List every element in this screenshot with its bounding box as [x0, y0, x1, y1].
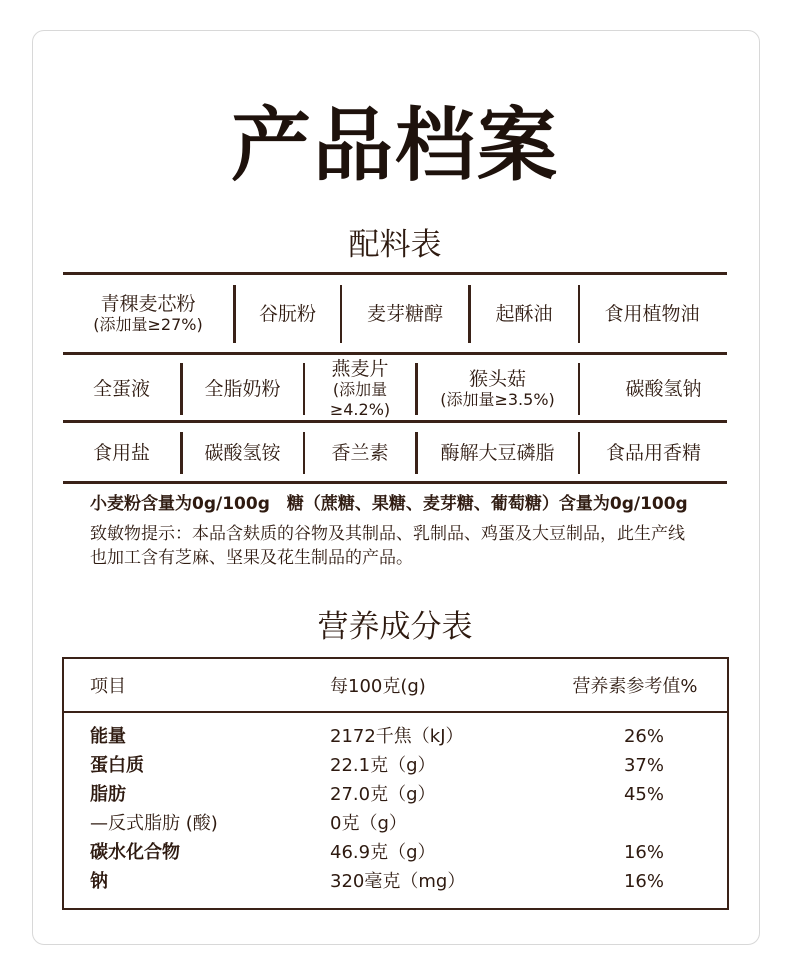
- ingredients-heading: 配料表: [348, 227, 442, 263]
- ingredient-cell: [63, 423, 180, 483]
- nutrient-name: 碳水化合物: [90, 842, 180, 863]
- ingredient-name: 香兰素: [331, 442, 389, 464]
- ingredient-name: 全脂奶粉: [204, 377, 281, 400]
- ingredient-row: [63, 275, 727, 353]
- nutrient-name: —反式脂肪 (酸): [90, 813, 218, 834]
- nutrient-name: 蛋白质: [90, 755, 144, 776]
- content-note: 小麦粉含量为0g/100g 糖（蔗糖、果糖、麦芽糖、葡萄糖）含量为0g/100g: [90, 494, 688, 514]
- nutrient-amount: 46.9克（g）: [330, 842, 436, 863]
- ingredient-cell: [183, 423, 303, 483]
- nutrient-nrv: 26%: [623, 726, 664, 747]
- ingredient-cell: [580, 423, 727, 483]
- table-row: [64, 867, 727, 896]
- nutrient-nrv: 37%: [623, 755, 664, 776]
- nutrient-name: 脂肪: [90, 784, 126, 805]
- nutrition-table: [62, 657, 729, 910]
- ingredient-cell: [342, 275, 468, 353]
- nutrient-nrv: 16%: [623, 842, 664, 863]
- ingredient-row: [63, 355, 727, 422]
- nutrient-amount: 22.1克（g）: [330, 755, 436, 776]
- ingredient-cell: [63, 355, 180, 422]
- ingredient-name: 食品用香精: [605, 442, 701, 464]
- ingredient-cell: [183, 355, 303, 422]
- ingredient-cell: [305, 355, 415, 422]
- page-title: 产品档案: [231, 99, 559, 192]
- nutrient-amount: 27.0克（g）: [330, 784, 436, 805]
- nutrient-name: 钠: [90, 871, 108, 892]
- ingredient-name: 碳酸氢钠: [625, 377, 702, 400]
- allergen-note: 致敏物提示：本品含麸质的谷物及其制品、乳制品、鸡蛋及大豆制品，此生产线: [90, 524, 685, 544]
- ingredient-cell: [418, 423, 578, 483]
- nutrition-heading: 营养成分表: [317, 609, 473, 645]
- ingredient-note: (添加量≥27%): [93, 315, 203, 334]
- header-nrv: 营养素参考值%: [572, 676, 698, 697]
- ingredient-name: 全蛋液: [92, 377, 150, 400]
- ingredient-cell: [580, 355, 727, 422]
- table-row: [64, 780, 727, 809]
- nutrient-amount: 2172千焦（kJ）: [330, 726, 464, 747]
- nutrient-nrv: 16%: [623, 871, 664, 892]
- ingredient-cell: [471, 275, 578, 353]
- ingredient-row: [63, 423, 727, 483]
- ingredient-cell: [236, 275, 340, 353]
- ingredient-name: 碳酸氢铵: [204, 442, 281, 464]
- ingredient-name: 麦芽糖醇: [366, 303, 443, 325]
- ingredient-name: 青稞麦芯粉: [100, 293, 196, 315]
- table-row: [64, 722, 727, 751]
- table-row: [64, 809, 727, 838]
- nutrient-name: 能量: [90, 726, 126, 747]
- ingredient-name: 酶解大豆磷脂: [440, 442, 555, 464]
- table-row: [64, 838, 727, 867]
- ingredient-name: 谷朊粉: [258, 303, 316, 325]
- ingredient-note: (添加量≥3.5%): [440, 389, 555, 409]
- ingredient-name: 起酥油: [495, 303, 553, 325]
- nutrient-amount: 320毫克（mg）: [330, 871, 466, 892]
- nutrient-nrv: 45%: [623, 784, 664, 805]
- ingredient-note: (添加量≥4.2%): [329, 379, 391, 419]
- ingredient-cell: [580, 275, 724, 353]
- ingredient-cell: [305, 423, 415, 483]
- header-per100: 每100克(g): [330, 676, 426, 697]
- allergen-note-continued: 也加工含有芝麻、坚果及花生制品的产品。: [90, 548, 413, 568]
- ingredient-name: 猴头菇: [468, 367, 526, 390]
- table-row: [64, 751, 727, 780]
- ingredient-cell: [418, 355, 578, 422]
- table-header: [64, 659, 727, 713]
- ingredient-cell: [63, 275, 233, 353]
- ingredient-name: 食用盐: [92, 442, 150, 464]
- ingredient-name: 食用植物油: [604, 303, 700, 325]
- ingredient-name: 燕麦片: [331, 357, 389, 380]
- header-item: 项目: [90, 676, 126, 697]
- nutrient-amount: 0克（g）: [330, 813, 407, 834]
- divider: [63, 481, 727, 484]
